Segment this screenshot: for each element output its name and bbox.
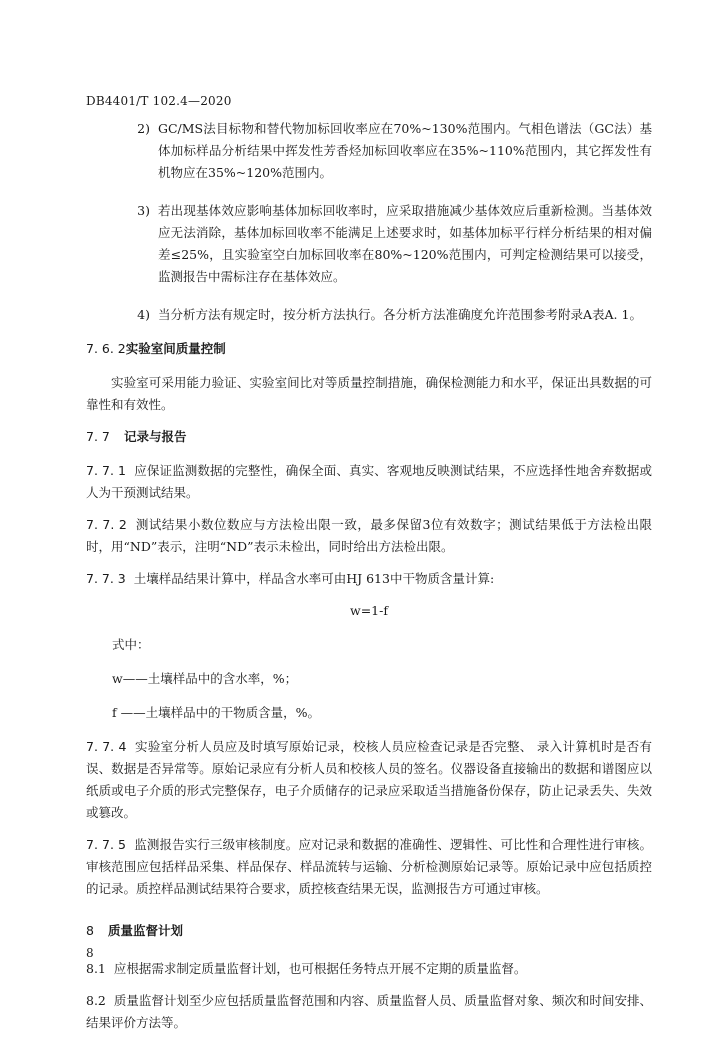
paragraph-7-7-1 [86, 460, 652, 504]
formula: w=1-f [350, 603, 388, 618]
paragraph-text: 实验室分析人员应及时填写原始记录，校核人员应检查记录是否完整、 录入计算机时是否有误、数据是否异常等。原始记录应有分析人员和校核人员的签名。仪器设备直接输出的数据和谱图应以纸质或电子介质的形式完整保存，电子介质储存的记录应采取适当措施备份保存，防止记录丢失、失效或篡改。 [86, 739, 652, 820]
section-number: 8.1 [86, 961, 106, 976]
paragraph-7-7-2 [86, 514, 652, 558]
section-number: 7. 6. 2 [86, 341, 126, 356]
section-number: 7. 7 [86, 429, 110, 444]
section-number: 7. 7. 1 [86, 463, 127, 478]
paragraph-text: 质量监督计划至少应包括质量监督范围和内容、质量监督人员、质量监督对象、频次和时间安排、结果评价方法等。 [86, 993, 652, 1030]
list-item-text: 当分析方法有规定时，按分析方法执行。各分析方法准确度允许范围参考附录A表A. 1。 [158, 307, 642, 322]
list-item-text: 若出现基体效应影响基体加标回收率时，应采取措施减少基体效应后重新检测。当基体效应无法消除，基体加标回收率不能满足上述要求时，如基体加标平行样分析结果的相对偏差≤25%，且实验室空白加标回收率在80%~120%范围内，可判定检测结果可以接受，监测报告中需标注存在基体效应。 [158, 203, 652, 284]
page-number: 8 [86, 946, 94, 960]
list-item-number: 2) [137, 121, 150, 136]
paragraph-7-7-4 [86, 736, 652, 824]
list-item-number: 4) [137, 307, 150, 322]
variable-definition-f: f ——土壤样品中的干物质含量，%。 [112, 705, 320, 720]
paragraph-text: 应保证监测数据的完整性，确保全面、真实、客观地反映测试结果，不应选择性地舍弃数据或人为干预测试结果。 [86, 463, 652, 500]
list-item [86, 200, 652, 288]
list-item [86, 118, 652, 184]
paragraph-7-7-5 [86, 834, 652, 900]
section-number: 7. 7. 5 [86, 837, 127, 852]
paragraph-text: 监测报告实行三级审核制度。应对记录和数据的准确性、逻辑性、可比性和合理性进行审核。审核范围应包括样品采集、样品保存、样品流转与运输、分析检测原始记录等。原始记录中应包括质控的记录。质控样品测试结果符合要求，质控核查结果无误，监测报告方可通过审核。 [86, 837, 652, 896]
paragraph-text: 应根据需求制定质量监督计划，也可根据任务特点开展不定期的质量监督。 [113, 961, 527, 976]
list-item [86, 304, 652, 326]
variable-definition-w: w——土壤样品中的含水率，%； [112, 671, 298, 686]
section-number: 7. 7. 4 [86, 739, 127, 754]
paragraph-7-6-2: 实验室可采用能力验证、实验室间比对等质量控制措施，确保检测能力和水平，保证出具数据的可靠性和有效性。 [86, 375, 652, 412]
section-title: 记录与报告 [124, 429, 187, 444]
paragraph-8-2 [86, 990, 652, 1034]
paragraph-8-1 [86, 958, 652, 980]
paragraph-7-7-3 [86, 568, 652, 590]
paragraph-text: 土壤样品结果计算中，样品含水率可由HJ 613中干物质含量计算: [133, 571, 495, 586]
section-number: 8 [86, 923, 94, 938]
list-item-number: 3) [137, 203, 150, 218]
formula-where-label: 式中： [112, 637, 150, 652]
section-number: 7. 7. 2 [86, 517, 127, 532]
section-title: 实验室间质量控制 [125, 341, 226, 356]
section-title: 质量监督计划 [108, 923, 184, 938]
section-number: 8.2 [86, 993, 106, 1008]
paragraph-text: 测试结果小数位数应与方法检出限一致，最多保留3位有效数字；测试结果低于方法检出限时，用“ND”表示，注明“ND”表示未检出，同时给出方法检出限。 [86, 517, 652, 554]
section-heading-7-7 [86, 426, 652, 448]
document-body [86, 118, 652, 1044]
doc-code-header: DB4401/T 102.4—2020 [86, 94, 232, 108]
section-heading-7-6-2 [86, 338, 652, 360]
list-item-text: GC/MS法目标物和替代物加标回收率应在70%~130%范围内。气相色谱法（GC法）基体加标样品分析结果中挥发性芳香烃加标回收率应在35%~110%范围内，其它挥发性有机物应在35%~120%范围内。 [158, 121, 652, 180]
section-heading-8 [86, 920, 652, 942]
section-number: 7. 7. 3 [86, 571, 126, 586]
